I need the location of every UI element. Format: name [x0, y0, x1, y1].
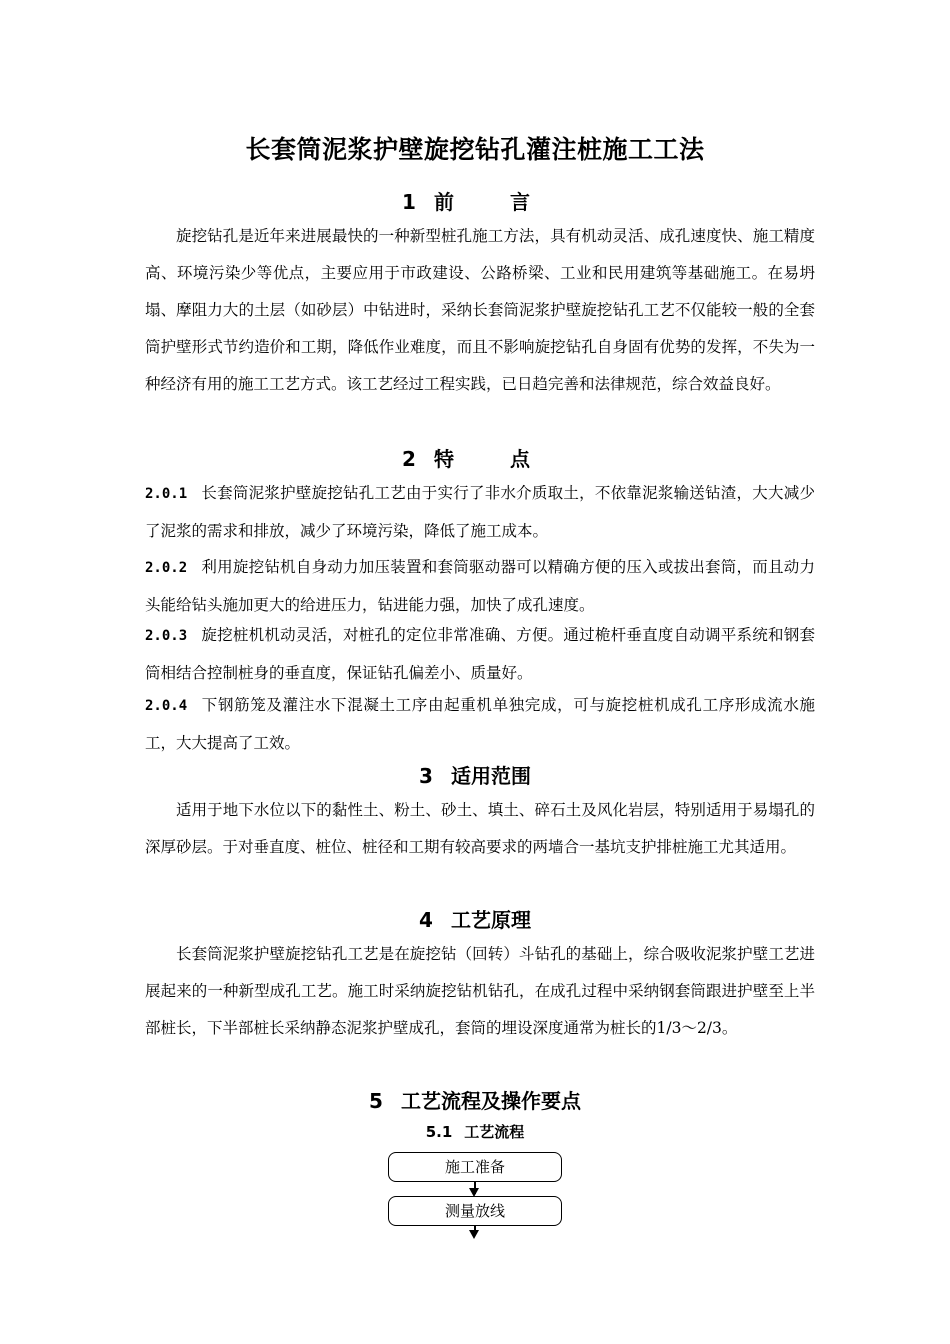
- section-1-paragraph: 旋挖钻孔是近年来进展最快的一种新型桩孔施工方法，具有机动灵活、成孔速度快、施工精度高、环境污染少等优点，主要应用于市政建设、公路桥梁、工业和民用建筑等基础施工。在易坍塌、摩阻力大的土层（如砂层）中钻进时，采纳长套筒泥浆护壁旋挖钻孔工艺不仅能较一般的全套筒护壁形式节约造价和工期，降低作业难度，而且不影响旋挖钻孔自身固有优势的发挥，不失为一种经济有用的施工工艺方式。该工艺经过工程实践，已日趋完善和法律规范，综合效益良好。: [145, 227, 815, 393]
- subsection-title: 工艺流程: [464, 1123, 525, 1141]
- item-number: 2.0.4: [145, 698, 188, 714]
- section-number: 2: [402, 447, 416, 471]
- feature-item: [145, 549, 815, 624]
- subsection-heading-5-1: [0, 1121, 950, 1142]
- section-3-paragraph: 适用于地下水位以下的黏性土、粉土、砂土、填土、碎石土及风化岩层，特别适用于易塌孔的深厚砂层。于对垂直度、桩位、桩径和工期有较高要求的两墙合一基坑支护排桩施工尤其适用。: [145, 801, 815, 856]
- item-number: 2.0.3: [145, 628, 188, 644]
- flow-step-box: 测量放线: [388, 1196, 562, 1226]
- section-heading-3: [0, 760, 950, 789]
- section-title: 前 言: [433, 190, 548, 214]
- item-text: 旋挖桩机机动灵活，对桩孔的定位非常准确、方便。通过桅杆垂直度自动调平系统和钢套筒相结合控制桩身的垂直度，保证钻孔偏差小、质量好。: [145, 626, 815, 682]
- section-number: 4: [419, 908, 433, 932]
- section-title: 工艺原理: [450, 908, 531, 932]
- flow-step-box: 施工准备: [388, 1152, 562, 1182]
- section-number: 3: [419, 764, 433, 788]
- feature-item: [145, 617, 815, 692]
- section-heading-1: [0, 186, 950, 215]
- feature-item: [145, 687, 815, 762]
- section-number: 1: [402, 190, 416, 214]
- section-heading-2: [0, 443, 950, 472]
- section-number: 5: [369, 1089, 383, 1113]
- subsection-number: 5.1: [425, 1123, 453, 1141]
- item-number: 2.0.2: [145, 560, 188, 576]
- item-number: 2.0.1: [145, 486, 188, 502]
- section-heading-5: [0, 1085, 950, 1114]
- item-text: 下钢筋笼及灌注水下混凝土工序由起重机单独完成，可与旋挖桩机成孔工序形成流水施工，大大提高了工效。: [145, 696, 815, 752]
- section-heading-4: [0, 904, 950, 933]
- section-title: 特 点: [433, 447, 548, 471]
- document-title: 长套筒泥浆护壁旋挖钻孔灌注桩施工工法: [245, 135, 705, 164]
- arrow-down-icon: [469, 1230, 479, 1239]
- section-title: 适用范围: [450, 764, 531, 788]
- section-4-paragraph: 长套筒泥浆护壁旋挖钻孔工艺是在旋挖钻（回转）斗钻孔的基础上，综合吸收泥浆护壁工艺进展起来的一种新型成孔工艺。施工时采纳旋挖钻机钻孔，在成孔过程中采纳钢套筒跟进护壁至上半部桩长，下半部桩长采纳静态泥浆护壁成孔，套筒的埋设深度通常为桩长的1/3～2/3。: [145, 945, 815, 1037]
- item-text: 利用旋挖钻机自身动力加压装置和套筒驱动器可以精确方便的压入或拔出套筒，而且动力头能给钻头施加更大的给进压力，钻进能力强，加快了成孔速度。: [145, 558, 815, 614]
- section-title: 工艺流程及操作要点: [400, 1089, 581, 1113]
- item-text: 长套筒泥浆护壁旋挖钻孔工艺由于实行了非水介质取土，不依靠泥浆输送钻渣，大大减少了泥浆的需求和排放，减少了环境污染，降低了施工成本。: [145, 484, 815, 540]
- feature-item: [145, 475, 815, 550]
